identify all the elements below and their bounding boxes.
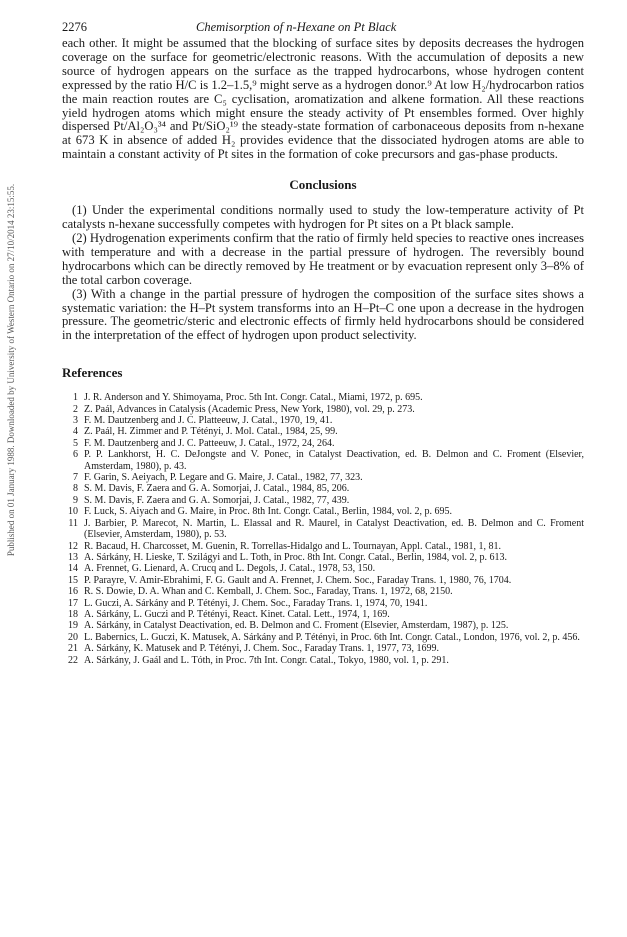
reference-item	[62, 426, 584, 437]
reference-number: 16	[68, 586, 78, 598]
reference-text: R. S. Dowie, D. A. Whan and C. Kemball, J. Chem. Soc., Faraday, Trans. 1, 1972, 68, 2150.	[84, 586, 453, 598]
reference-item	[62, 518, 584, 541]
reference-item	[62, 449, 584, 472]
reference-item	[62, 506, 584, 517]
download-watermark-text: Published on 01 January 1988. Downloaded by University of Western Ontario on 27/10/2014 23:15:55.	[6, 183, 17, 557]
conclusions-heading: Conclusions	[289, 177, 357, 193]
reference-item	[62, 483, 584, 494]
reference-text: A. Sárkány, K. Matusek and P. Tétényi, J. Chem. Soc., Faraday Trans. 1, 1977, 73, 1699.	[84, 643, 439, 655]
reference-text: P. Parayre, V. Amir-Ebrahimi, F. G. Gault and A. Frennet, J. Chem. Soc., Faraday Trans. 1, 1980, 76, 1704.	[84, 574, 512, 586]
reference-item	[62, 541, 584, 552]
references-heading: References	[62, 365, 123, 381]
reference-number: 20	[68, 631, 78, 643]
reference-text: A. Sárkány, L. Guczi and P. Tétényi, React. Kinet. Catal. Lett., 1974, 1, 169.	[84, 608, 390, 620]
reference-item	[62, 598, 584, 609]
reference-item	[62, 655, 584, 666]
reference-text: F. M. Dautzenberg and J. C. Platteeuw, J. Catal., 1970, 19, 41.	[84, 415, 333, 427]
reference-item	[62, 632, 584, 643]
running-header	[62, 20, 584, 37]
reference-text: R. Bacaud, H. Charcosset, M. Guenin, R. Torrellas-Hidalgo and L. Tournayan, Appl. Catal., 1981, 1, 81.	[84, 540, 502, 552]
reference-item	[62, 586, 584, 597]
reference-number: 8	[73, 483, 78, 495]
reference-text: Z. Paál, Advances in Catalysis (Academic Press, New York, 1980), vol. 29, p. 273.	[84, 403, 415, 415]
download-watermark	[3, 130, 19, 610]
conclusion-item: (2) Hydrogenation experiments confirm that the ratio of firmly held species to reactive ones increases with temperature and with a decrease in the partial pressure of hydrogen. The reversibly bound hydrocarbons which can be directly removed by He treatment or by evacuation represent only 3–8% of the total carbon coverage.	[62, 230, 584, 287]
reference-number: 17	[68, 597, 78, 609]
reference-text: J. R. Anderson and Y. Shimoyama, Proc. 5th Int. Congr. Catal., Miami, 1972, p. 695.	[84, 392, 423, 404]
reference-item	[62, 620, 584, 631]
reference-number: 5	[73, 437, 78, 449]
reference-text: S. M. Davis, F. Zaera and G. A. Somorjai, J. Catal., 1982, 77, 439.	[84, 494, 350, 506]
body-paragraph: each other. It might be assumed that the blocking of surface sites by deposits decreases the hydrogen coverage on the surface for geometric/electronic reasons. With the accumulation of deposits a new source of hydrogen appears on the surface as the trapped hydrocarbons, whose hydrogen content expressed by the ratio H/C is 1.2–1.5,⁹ might serve as a hydrogen donor.⁹ At low H₂/hydrocarbon ratios the main reaction routes are C₅ cyclisation, aromatization and alkene formation. All these reactions yield hydrogen atoms which might ensure the steady activity of Pt ensembles formed. Over highly dispersed Pt/Al₂O₃³⁴ and Pt/SiO₂¹⁹ the steady-state formation of carbonaceous deposits from n-hexane at 673 K in absence of added H₂ provides evidence that the dissociated hydrogen atoms are able to maintain a constant activity of Pt sites in the formation of coke precursors and gas-phase products.	[62, 36, 584, 162]
reference-number: 1	[73, 392, 78, 404]
reference-text: S. M. Davis, F. Zaera and G. A. Somorjai, J. Catal., 1984, 85, 206.	[84, 483, 350, 495]
reference-text: J. Barbier, P. Marecot, N. Martin, L. Elassal and R. Maurel, in Catalyst Deactivation, ed. B. Delmon and C. Froment (Elsevier, Amsterdam, 1980), p. 53.	[84, 517, 584, 541]
reference-text: A. Sárkány, J. Gaál and L. Tóth, in Proc. 7th Int. Congr. Catal., Tokyo, 1980, vol. 1, p. 291.	[84, 654, 449, 666]
reference-item	[62, 495, 584, 506]
reference-text: F. Luck, S. Aiyach and G. Maire, in Proc. 8th Int. Congr. Catal., Berlin, 1984, vol. 2, p. 695.	[84, 506, 453, 518]
reference-item	[62, 415, 584, 426]
reference-number: 4	[73, 426, 78, 438]
reference-number: 10	[68, 506, 78, 518]
reference-number: 19	[68, 620, 78, 632]
reference-item	[62, 404, 584, 415]
reference-number: 15	[68, 574, 78, 586]
reference-number: 21	[68, 643, 78, 655]
reference-item	[62, 552, 584, 563]
reference-item	[62, 392, 584, 403]
reference-number: 18	[68, 608, 78, 620]
reference-number: 3	[73, 415, 78, 427]
reference-item	[62, 609, 584, 620]
running-title: Chemisorption of n-Hexane on Pt Black	[196, 20, 397, 34]
reference-number: 9	[73, 494, 78, 506]
reference-item	[62, 472, 584, 483]
reference-item	[62, 575, 584, 586]
reference-number: 22	[68, 654, 78, 666]
page-number: 2276	[62, 20, 87, 34]
reference-text: F. Garin, S. Aeiyach, P. Legare and G. Maire, J. Catal., 1982, 77, 323.	[84, 472, 363, 484]
reference-text: A. Sárkány, H. Lieske, T. Szilágyi and L. Toth, in Proc. 8th Int. Congr. Catal., Berlin, 1984, vol. 2, p. 613.	[84, 551, 508, 563]
reference-number: 6	[73, 449, 78, 461]
conclusion-item: (3) With a change in the partial pressure of hydrogen the composition of the surface sites shows a systematic variation: the H–Pt system transforms into an H–Pt–C one upon a decrease in the hydrogen pressure. The geometric/steric and electronic effects of firmly held hydrocarbons should be considered in the interpretation of the effect of hydrogen upon product selectivity.	[62, 286, 584, 343]
reference-list	[62, 392, 584, 666]
reference-text: P. P. Lankhorst, H. C. DeJongste and V. Ponec, in Catalyst Deactivation, ed. B. Delmon and C. Froment (Elsevier, Amsterdam, 1980), p. 43.	[84, 449, 584, 472]
reference-number: 11	[68, 517, 78, 529]
reference-text: L. Guczi, A. Sárkány and P. Tétényi, J. Chem. Soc., Faraday Trans. 1, 1974, 70, 1941.	[84, 597, 428, 609]
conclusion-item: (1) Under the experimental conditions normally used to study the low-temperature activity of Pt catalysts n-hexane successfully competes with hydrogen for Pt sites on a Pt black sample.	[62, 203, 584, 232]
reference-text: F. M. Dautzenberg and J. C. Patteeuw, J. Catal., 1972, 24, 264.	[84, 437, 335, 449]
reference-item	[62, 438, 584, 449]
reference-text: L. Babernics, L. Guczi, K. Matusek, A. Sárkány and P. Tétényi, in Proc. 6th Int. Congr. Catal., London, 1976, vol. 2, p. 456.	[84, 631, 580, 643]
reference-number: 13	[68, 551, 78, 563]
reference-number: 14	[68, 563, 78, 575]
reference-text: Z. Paál, H. Zimmer and P. Tétényi, J. Mol. Catal., 1984, 25, 99.	[84, 426, 338, 438]
reference-item	[62, 563, 584, 574]
reference-text: A. Frennet, G. Lienard, A. Crucq and L. Degols, J. Catal., 1978, 53, 150.	[84, 563, 376, 575]
reference-number: 12	[68, 540, 78, 552]
reference-text: A. Sárkány, in Catalyst Deactivation, ed. B. Delmon and C. Froment (Elsevier, Amsterdam, 1987), p. 125.	[84, 620, 509, 632]
reference-number: 2	[73, 403, 78, 415]
page-content	[62, 20, 584, 666]
reference-number: 7	[73, 472, 78, 484]
reference-item	[62, 643, 584, 654]
